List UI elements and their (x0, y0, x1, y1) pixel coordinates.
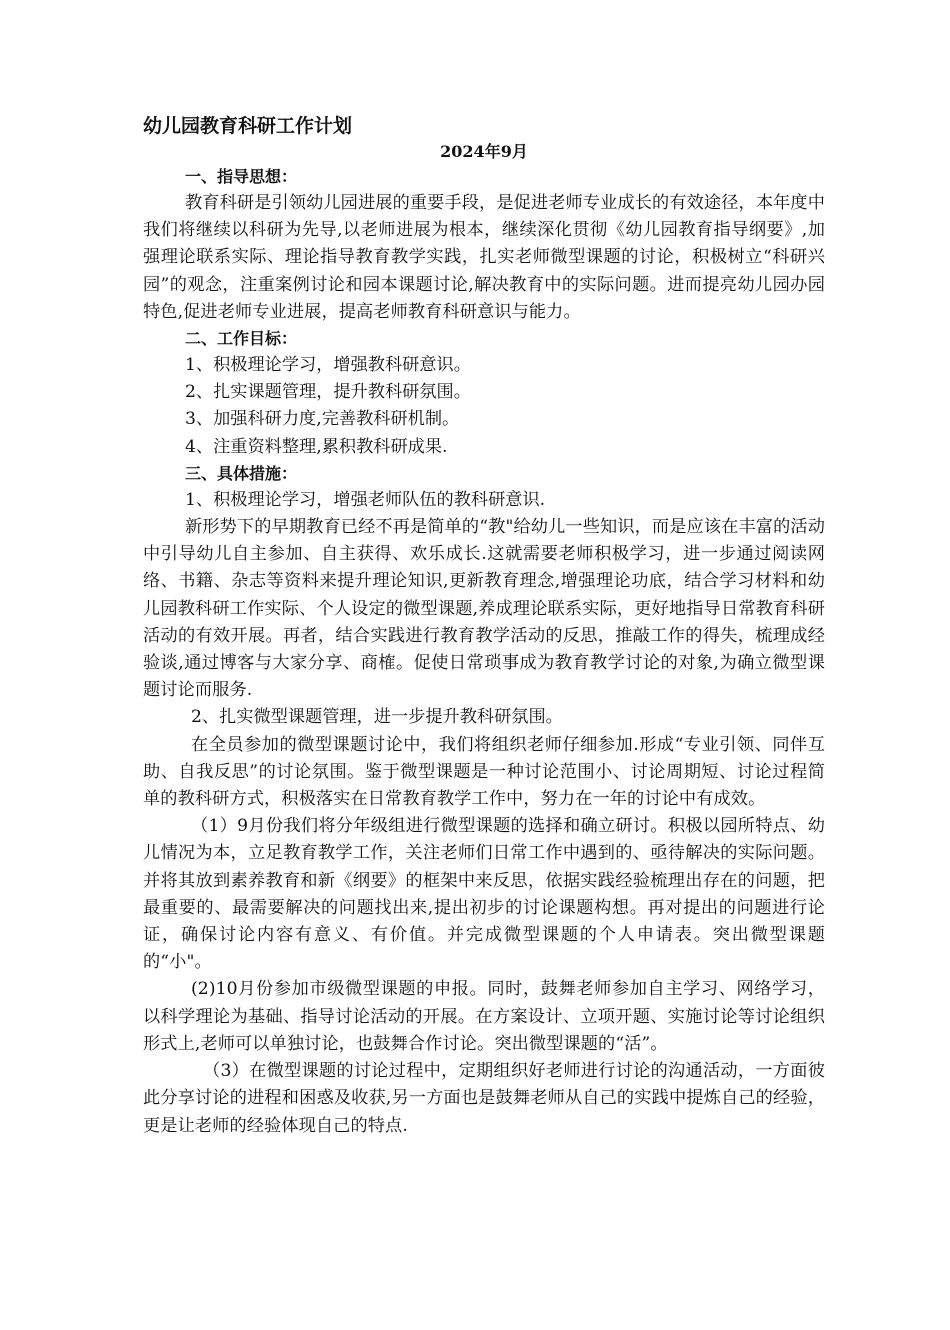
measure-title-2: 2、扎实微型课题管理，进一步提升教科研氛围。 (191, 707, 563, 728)
section-heading-guiding-thought: 一、指导思想： (185, 167, 298, 186)
work-goal-item: 3、加强科研力度,完善教科研机制。 (185, 409, 460, 430)
document-date: 2024年9月 (440, 142, 528, 161)
measure-paragraph-1: 新形势下的早期教育已经不再是简单的“教"给幼儿一些知识，而是应该在丰富的活动中引导幼儿自主参加、自主获得、欢乐成长.这就需要老师积极学习，进一步通过阅读网络、书籍、杂志等资料来提升理论知识,更新教育理念,增强理论功底，结合学习材料和幼儿园教科研工作实际、个人设定的微型课题,养成理论联系实际，更好地指导日常教育科研活动的有效开展。再者，结合实践进行教育教学活动的反思，推敲工作的得失，梳理成经验谈,通过博客与大家分享、商榷。促使日常琐事成为教育教学讨论的对象,为确立微型课题讨论而服务. (143, 517, 825, 701)
measure-point-3: （3）在微型课题的讨论过程中，定期组织好老师进行讨论的沟通活动，一方面彼此分享讨论的进程和困惑及收获,另一方面也是鼓舞老师从自己的实践中提炼自己的经验，更是让老师的经验体现自己的特点. (143, 1061, 825, 1136)
guiding-thought-paragraph: 教育科研是引领幼儿园进展的重要手段，是促进老师专业成长的有效途径，本年度中我们将继续以科研为先导,以老师进展为根本，继续深化贯彻《幼儿园教育指导纲要》,加强理论联系实际、理论指导教育教学实践，扎实老师微型课题的讨论，积极树立“科研兴园”的观念，注重案例讨论和园本课题讨论,解决教育中的实际问题。进而提亮幼儿园办园特色,促进老师专业进展，提高老师教育科研意识与能力。 (143, 193, 825, 322)
document-title: 幼儿园教育科研工作计划 (143, 115, 353, 137)
work-goal-item: 1、积极理论学习，增强教科研意识。 (185, 355, 471, 376)
measure-point-1: （1）9月份我们将分年级组进行微型课题的选择和确立研讨。积极以园所特点、幼儿情况为本，立足教育教学工作，关注老师们日常工作中遇到的、亟待解决的实际问题。并将其放到素养教育和新《纲要》的框架中来反思，依据实践经验梳理出存在的问题，把最重要的、最需要解决的问题找出来,提出初步的讨论课题构想。再对提出的问题进行论证，确保讨论内容有意义、有价值。并完成微型课题的个人申请表。突出微型课题的“小"。 (143, 816, 825, 973)
work-goal-item: 4、注重资料整理,累积教科研成果. (185, 436, 448, 457)
measure-title-1: 1、积极理论学习，增强老师队伍的教科研意识. (185, 489, 546, 510)
work-goal-item: 2、扎实课题管理，提升教科研氛围。 (185, 382, 471, 403)
measure-paragraph-2: 在全员参加的微型课题讨论中，我们将组织老师仔细参加.形成“专业引领、同伴互助、自我反思”的讨论氛围。鉴于微型课题是一种讨论范围小、讨论周期短、讨论过程简单的教科研方式，积极落实在日常教育教学工作中，努力在一年的讨论中有成效。 (143, 734, 825, 810)
section-heading-work-goals: 二、工作目标： (185, 329, 298, 349)
measure-point-2: (2)10月份参加市级微型课题的申报。同时，鼓舞老师参加自主学习、网络学习，以科学理论为基础、指导讨论活动的开展。在方案设计、立项开题、实施讨论等讨论组织形式上,老师可以单独讨论，也鼓舞合作讨论。突出微型课题的“活”。 (143, 979, 825, 1054)
section-heading-measures: 三、具体措施： (185, 463, 298, 483)
document-page (143, 112, 825, 1140)
